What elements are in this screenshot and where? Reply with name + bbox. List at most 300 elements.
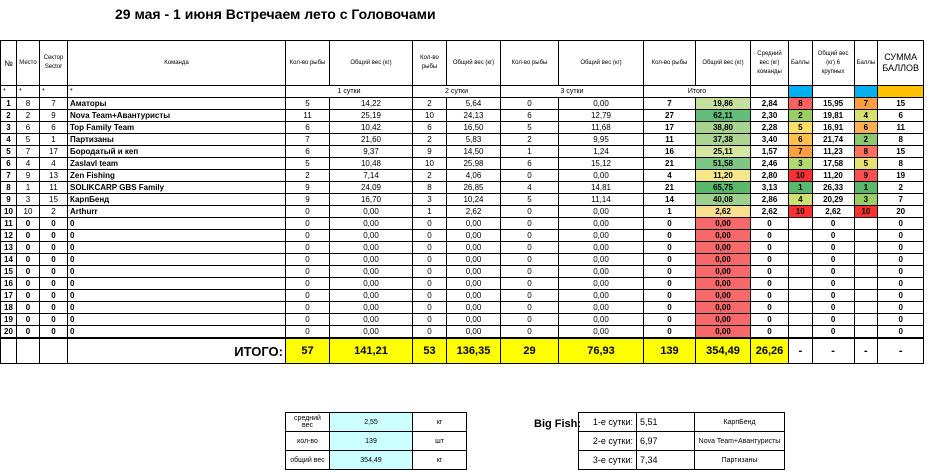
weight-day1: 0,00 [330,218,413,230]
count-day2: 0 [413,290,447,302]
count-day1: 0 [286,254,330,266]
place-cell: 2 [17,110,40,122]
weight-day3: 0,00 [559,290,644,302]
weight-big: 0 [812,230,854,242]
row-number: 3 [1,122,17,134]
avg-weight: 0 [751,314,789,326]
results-table [0,40,924,364]
summary-unit: кг [413,451,467,470]
table-row [1,302,924,314]
place-cell: 0 [17,230,40,242]
count-day2: 0 [413,218,447,230]
avg-weight: 2,30 [751,110,789,122]
sum-points: 0 [878,254,924,266]
sector-cell: 0 [40,290,68,302]
row-number: 17 [1,290,17,302]
weight-day3: 15,12 [559,158,644,170]
header-weight-day2: Общий вес (кг) [447,41,501,86]
count-day3: 0 [501,218,559,230]
sector-cell: 4 [40,158,68,170]
weight-total: 62,11 [696,110,751,122]
weight-total: 0,00 [696,266,751,278]
team-name: 0 [68,290,286,302]
avg-weight: 0 [751,242,789,254]
count-day2: 2 [413,170,447,182]
weight-total: 0,00 [696,242,751,254]
table-row [1,122,924,134]
count-total: 0 [644,314,696,326]
row-number: 15 [1,266,17,278]
row-number: 9 [1,194,17,206]
points-cell [789,230,813,242]
weight-big: 11,20 [812,170,854,182]
team-name: 0 [68,218,286,230]
weight-big: 21,74 [812,134,854,146]
weight-total: 37,38 [696,134,751,146]
sector-cell: 0 [40,278,68,290]
weight-day2: 14,50 [447,146,501,158]
points-cell [789,314,813,326]
count-day1: 6 [286,122,330,134]
count-day1: 0 [286,230,330,242]
bigfish-day: 1-е сутки: [579,413,637,432]
header-count-day1: Кол-во рыбы [286,41,330,86]
weight-big: 0 [812,218,854,230]
points2-cell: 2 [854,134,878,146]
avg-weight: 0 [751,302,789,314]
count-total: 0 [644,242,696,254]
weight-day2: 0,00 [447,242,501,254]
place-cell: 0 [17,254,40,266]
row-number: 11 [1,218,17,230]
row-number: 7 [1,170,17,182]
team-name: КарпБенд [68,194,286,206]
summary-label: кол-во [286,432,330,451]
sum-points: 20 [878,206,924,218]
weight-day1: 24,09 [330,182,413,194]
weight-big: 11,23 [812,146,854,158]
row-number: 5 [1,146,17,158]
count-total: 0 [644,326,696,339]
total-count-day3: 29 [501,338,559,364]
header-sector: Сектор Sector [40,41,68,86]
count-total: 0 [644,290,696,302]
avg-weight: 0 [751,326,789,339]
results-rows [1,98,924,339]
weight-big: 15,95 [812,98,854,110]
row-number: 19 [1,314,17,326]
weight-day3: 0,00 [559,254,644,266]
table-row [1,98,924,110]
place-cell: 0 [17,278,40,290]
team-name: Zen Fishing [68,170,286,182]
sector-cell: 0 [40,230,68,242]
header-weight-day3: Общий вес (кг) [559,41,644,86]
team-name: Nova Team+Авантуристы [68,110,286,122]
points-cell: 7 [789,146,813,158]
place-cell: 10 [17,206,40,218]
place-cell: 0 [17,302,40,314]
star-cell: * [68,86,286,98]
points2-cell [854,242,878,254]
points2-cell: 5 [854,158,878,170]
count-total: 27 [644,110,696,122]
weight-day3: 0,00 [559,98,644,110]
weight-total: 0,00 [696,302,751,314]
header-team: Команда [68,41,286,86]
points-cell: 8 [789,98,813,110]
count-day2: 0 [413,314,447,326]
weight-day3: 0,00 [559,242,644,254]
count-total: 4 [644,170,696,182]
points-cell [789,266,813,278]
weight-day2: 4,06 [447,170,501,182]
points2-cell [854,326,878,339]
weight-total: 40,08 [696,194,751,206]
row-number: 20 [1,326,17,339]
points-cell [789,254,813,266]
count-day3: 1 [501,146,559,158]
points2-cell [854,266,878,278]
header-points2: Баллы [854,41,878,86]
count-day1: 0 [286,290,330,302]
table-row [1,194,924,206]
place-cell: 9 [17,170,40,182]
count-day3: 5 [501,194,559,206]
points-cell: 3 [789,158,813,170]
place-cell: 0 [17,266,40,278]
weight-big: 0 [812,326,854,339]
summary-label: общий вес [286,451,330,470]
weight-day1: 10,48 [330,158,413,170]
weight-day2: 0,00 [447,218,501,230]
place-cell: 0 [17,326,40,339]
row-number: 13 [1,242,17,254]
sum-points: 0 [878,218,924,230]
weight-total: 0,00 [696,218,751,230]
summary-value: 139 [330,432,413,451]
points2-cell [854,290,878,302]
header-count-total: Кол-во рыбы [644,41,696,86]
count-day1: 9 [286,182,330,194]
count-total: 11 [644,134,696,146]
team-name: Zaslavl team [68,158,286,170]
place-cell: 1 [17,182,40,194]
avg-weight: 2,86 [751,194,789,206]
table-row [1,182,924,194]
count-total: 21 [644,158,696,170]
row-number: 1 [1,98,17,110]
points2-cell [854,302,878,314]
summary-row [286,413,467,432]
team-name: 0 [68,278,286,290]
avg-weight: 2,62 [751,206,789,218]
count-total: 0 [644,266,696,278]
summary-label: средний вес [286,413,330,432]
sector-cell: 0 [40,314,68,326]
total-weight-day1: 141,21 [330,338,413,364]
table-row [1,290,924,302]
points-cell: 1 [789,182,813,194]
points-cell: 4 [789,194,813,206]
table-row [1,278,924,290]
weight-day3: 9,95 [559,134,644,146]
weight-day3: 1,24 [559,146,644,158]
weight-day2: 5,83 [447,134,501,146]
header-points: Баллы [789,41,813,86]
place-cell: 3 [17,194,40,206]
row-number: 14 [1,254,17,266]
count-day1: 9 [286,194,330,206]
weight-total: 0,00 [696,326,751,339]
count-day3: 0 [501,254,559,266]
points2-cell: 8 [854,146,878,158]
weight-day1: 0,00 [330,242,413,254]
avg-weight: 0 [751,230,789,242]
count-day2: 10 [413,110,447,122]
count-day3: 0 [501,302,559,314]
row-number: 4 [1,134,17,146]
points-cell [789,302,813,314]
weight-day1: 0,00 [330,206,413,218]
points-cell: 10 [789,206,813,218]
sector-cell: 6 [40,122,68,134]
count-day2: 0 [413,266,447,278]
header-sum: СУММА БАЛЛОВ [878,41,924,86]
count-day2: 3 [413,194,447,206]
weight-big: 17,58 [812,158,854,170]
count-total: 7 [644,98,696,110]
weight-day2: 25,98 [447,158,501,170]
row-number: 12 [1,230,17,242]
header-count-day3: Кол-во рыбы [501,41,559,86]
team-name: 0 [68,242,286,254]
weight-day3: 14,81 [559,182,644,194]
count-day1: 0 [286,326,330,339]
weight-day1: 0,00 [330,302,413,314]
points2-cell: 1 [854,182,878,194]
day1-label: 1 сутки [286,86,413,98]
sector-cell: 13 [40,170,68,182]
points2-cell [854,230,878,242]
avg-weight: 0 [751,254,789,266]
weight-day3: 0,00 [559,326,644,339]
blank-cell [17,338,40,364]
blank-cell [751,86,789,98]
count-day1: 0 [286,218,330,230]
weight-day1: 21,60 [330,134,413,146]
points-cell [789,218,813,230]
count-day1: 0 [286,206,330,218]
bigfish-row [579,432,785,451]
count-day1: 5 [286,98,330,110]
count-total: 0 [644,218,696,230]
table-row [1,254,924,266]
total-avg: 26,26 [751,338,789,364]
count-day1: 2 [286,170,330,182]
sum-points: 11 [878,122,924,134]
weight-day3: 0,00 [559,266,644,278]
bigfish-team: Партизаны [695,451,785,470]
count-day3: 6 [501,110,559,122]
sector-cell: 9 [40,110,68,122]
sum-points: 0 [878,326,924,339]
sum-points: 19 [878,170,924,182]
count-total: 0 [644,230,696,242]
blank-cell [789,86,813,98]
weight-day3: 0,00 [559,206,644,218]
weight-day1: 16,70 [330,194,413,206]
weight-day2: 5,64 [447,98,501,110]
totals-label: ИТОГО: [68,338,286,364]
header-weight-total: Общий вес (кг) [696,41,751,86]
sum-points: 2 [878,182,924,194]
points2-cell [854,218,878,230]
total-weight-day3: 76,93 [559,338,644,364]
bigfish-day: 2-е сутки: [579,432,637,451]
bigfish-weight: 5,51 [637,413,695,432]
count-day3: 4 [501,182,559,194]
weight-big: 0 [812,242,854,254]
team-name: 0 [68,326,286,339]
count-total: 16 [644,146,696,158]
weight-day2: 0,00 [447,290,501,302]
count-day2: 1 [413,206,447,218]
weight-day2: 0,00 [447,326,501,339]
header-no: № [1,41,17,86]
count-day2: 6 [413,122,447,134]
weight-total: 0,00 [696,230,751,242]
day2-label: 2 сутки [413,86,501,98]
weight-total: 0,00 [696,290,751,302]
header-row [1,41,924,86]
bigfish-row [579,451,785,470]
weight-total: 65,75 [696,182,751,194]
place-cell: 7 [17,146,40,158]
row-number: 18 [1,302,17,314]
header-place: Место [17,41,40,86]
place-cell: 0 [17,218,40,230]
weight-day3: 0,00 [559,218,644,230]
weight-total: 11,20 [696,170,751,182]
count-day1: 11 [286,110,330,122]
total-count-day2: 53 [413,338,447,364]
summary-table [285,412,467,470]
count-day3: 0 [501,170,559,182]
weight-day2: 0,00 [447,278,501,290]
sector-cell: 0 [40,326,68,339]
points-cell [789,290,813,302]
avg-weight: 0 [751,278,789,290]
weight-big: 0 [812,290,854,302]
avg-weight: 0 [751,266,789,278]
team-name: Аматоры [68,98,286,110]
count-day3: 6 [501,158,559,170]
total-weight: 354,49 [696,338,751,364]
count-day2: 0 [413,278,447,290]
points-cell: 5 [789,122,813,134]
table-row [1,314,924,326]
row-number: 16 [1,278,17,290]
team-name: 0 [68,230,286,242]
count-day2: 0 [413,326,447,339]
weight-big: 0 [812,278,854,290]
weight-total: 38,80 [696,122,751,134]
weight-total: 0,00 [696,314,751,326]
count-day2: 0 [413,302,447,314]
weight-day1: 0,00 [330,314,413,326]
bigfish-row [579,413,785,432]
star-cell: * [40,86,68,98]
sector-cell: 0 [40,266,68,278]
count-total: 1 [644,206,696,218]
count-day2: 0 [413,254,447,266]
weight-day2: 26,85 [447,182,501,194]
team-name: 0 [68,302,286,314]
team-name: Arthurr [68,206,286,218]
weight-day2: 0,00 [447,254,501,266]
table-row [1,170,924,182]
place-cell: 6 [17,122,40,134]
weight-big: 0 [812,266,854,278]
sum-points: 15 [878,146,924,158]
count-day3: 0 [501,326,559,339]
bigfish-team: Nova Team+Авантуристы [695,432,785,451]
sum-points: 0 [878,302,924,314]
count-total: 0 [644,254,696,266]
points2-cell: 3 [854,194,878,206]
weight-total: 0,00 [696,278,751,290]
blank-cell [854,86,878,98]
count-day1: 5 [286,158,330,170]
total-dash: - [812,338,854,364]
points-cell [789,326,813,339]
weight-day3: 0,00 [559,170,644,182]
weight-day2: 0,00 [447,302,501,314]
points-cell [789,242,813,254]
weight-big: 0 [812,254,854,266]
points2-cell: 9 [854,170,878,182]
table-row [1,218,924,230]
star-cell: * [1,86,17,98]
place-cell: 0 [17,314,40,326]
table-row [1,326,924,339]
sum-points: 15 [878,98,924,110]
weight-day1: 0,00 [330,266,413,278]
team-name: 0 [68,266,286,278]
points2-cell: 7 [854,98,878,110]
table-row [1,230,924,242]
sum-points: 0 [878,242,924,254]
sector-cell: 11 [40,182,68,194]
count-day1: 0 [286,266,330,278]
weight-day1: 0,00 [330,290,413,302]
summary-row [286,451,467,470]
weight-day1: 0,00 [330,278,413,290]
blank-cell [878,86,924,98]
count-total: 14 [644,194,696,206]
place-cell: 0 [17,290,40,302]
team-name: 0 [68,254,286,266]
sum-points: 8 [878,134,924,146]
count-day1: 0 [286,278,330,290]
sum-points: 0 [878,278,924,290]
points2-cell: 4 [854,110,878,122]
star-cell: * [17,86,40,98]
team-name: Бородатый и кеп [68,146,286,158]
sum-points: 7 [878,194,924,206]
table-row [1,158,924,170]
